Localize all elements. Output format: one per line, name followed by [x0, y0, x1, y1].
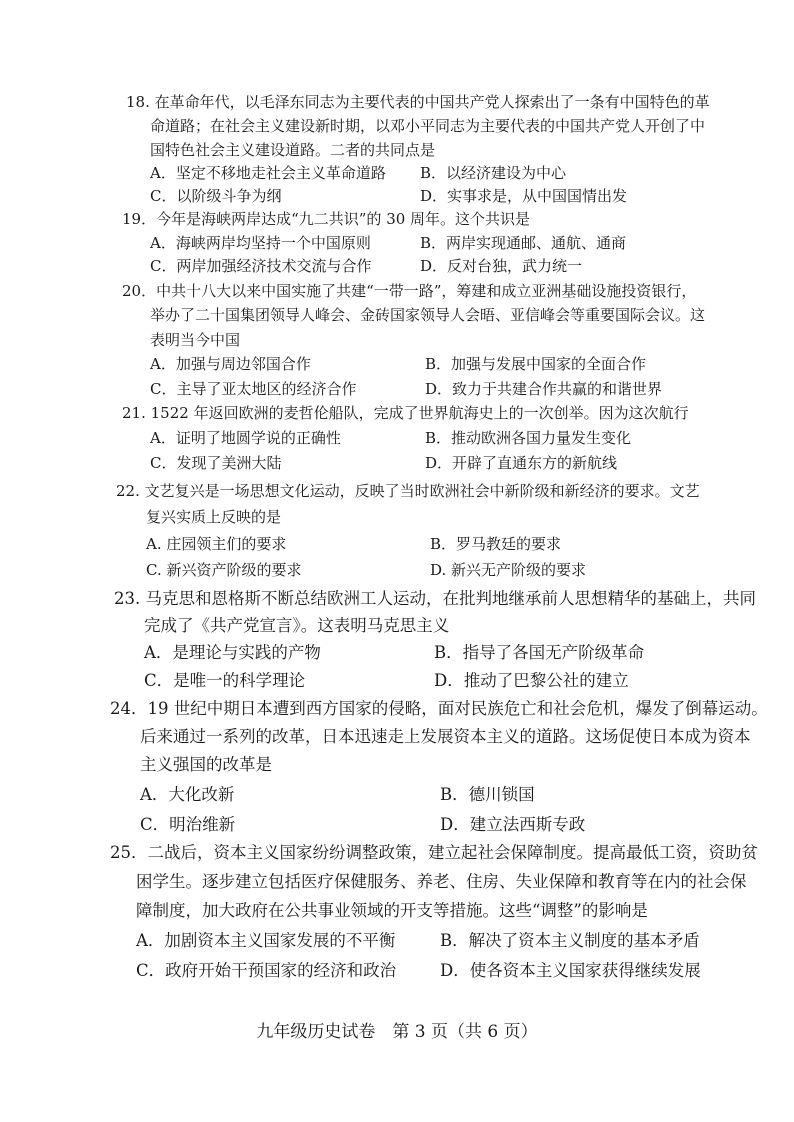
question-21-option-d: D．开辟了直通东方的新航线 [425, 454, 618, 472]
question-21-option-c: C．发现了美洲大陆 [150, 454, 282, 472]
question-23-option-c: C．是唯一的科学理论 [144, 671, 306, 690]
question-22-option-b: B．罗马教廷的要求 [430, 535, 562, 553]
question-23-stem-line-1: 23. 马克思和恩格斯不断总结欧洲工人运动，在批判地继承前人思想精华的基础上，共同 [114, 589, 756, 608]
question-24-stem-line-2: 后来通过一系列的改革，日本迅速走上发展资本主义的道路。这场促使日本成为资本 [140, 727, 751, 746]
question-18-option-b: B．以经济建设为中心 [420, 164, 567, 182]
question-25-stem-line-2: 困学生。逐步建立包括医疗保健服务、养老、住房、失业保障和教育等在内的社会保 [136, 872, 747, 891]
question-21-option-b: B．推动欧洲各国力量发生变化 [425, 429, 632, 447]
question-22-option-c: C. 新兴资产阶级的要求 [146, 561, 302, 579]
question-23-option-b: B．指导了各国无产阶级革命 [434, 643, 645, 662]
question-20-option-d: D．致力于共建合作共赢的和谐世界 [425, 380, 663, 398]
question-25-stem-line-1: 25．二战后，资本主义国家纷纷调整政策，建立起社会保障制度。提高最低工资，资助贫 [110, 843, 758, 862]
question-18-option-a: A．坚定不移地走社会主义革命道路 [150, 164, 386, 182]
page-footer: 九年级历史试卷 第 3 页（共 6 页） [256, 1022, 538, 1042]
question-25-option-a: A．加剧资本主义国家发展的不平衡 [136, 931, 396, 950]
question-24-option-d: D．建立法西斯专政 [440, 815, 586, 834]
question-21-stem-line-1: 21. 1522 年返回欧洲的麦哲伦船队，完成了世界航海史上的一次创举。因为这次航行 [122, 404, 689, 422]
question-19-option-d: D．反对台独，武力统一 [420, 257, 583, 275]
question-22-stem-line-1: 22. 文艺复兴是一场思想文化运动，反映了当时欧洲社会中新阶级和新经济的要求。文艺 [116, 482, 700, 500]
question-20-stem-line-1: 20．中共十八大以来中国实施了共建“一带一路”，筹建和成立亚洲基础设施投资银行， [122, 282, 697, 300]
question-18-stem-line-1: 18. 在革命年代，以毛泽东同志为主要代表的中国共产党人探索出了一条有中国特色的革 [126, 93, 710, 111]
question-19-option-b: B．两岸实现通邮、通航、通商 [420, 234, 627, 252]
question-19-option-a: A．海峡两岸均坚持一个中国原则 [150, 234, 371, 252]
question-22-option-d: D. 新兴无产阶级的要求 [430, 561, 587, 579]
question-21-option-a: A．证明了地圆学说的正确性 [150, 429, 341, 447]
question-25-option-b: B．解决了资本主义制度的基本矛盾 [440, 931, 700, 950]
question-22-option-a: A. 庄园领主们的要求 [146, 535, 287, 553]
question-23-option-d: D．推动了巴黎公社的建立 [434, 671, 629, 690]
question-20-option-a: A．加强与周边邻国合作 [150, 355, 311, 373]
question-23-stem-line-2: 完成了《共产党宣言》。这表明马克思主义 [144, 616, 450, 635]
question-24-stem-line-1: 24．19 世纪中期日本遭到西方国家的侵略，面对民族危亡和社会危机，爆发了倒幕运动。 [110, 699, 768, 718]
question-20-stem-line-3: 表明当今中国 [150, 331, 241, 349]
question-24-option-b: B．德川锁国 [440, 785, 535, 804]
question-19-option-c: C．两岸加强经济技术交流与合作 [150, 257, 372, 275]
question-18-stem-line-3: 国特色社会主义建设道路。二者的共同点是 [150, 141, 436, 159]
question-19-stem-line-1: 19．今年是海峡两岸达成“九二共识”的 30 周年。这个共识是 [122, 210, 531, 228]
question-18-option-d: D．实事求是，从中国国情出发 [420, 187, 628, 205]
question-18-option-c: C．以阶级斗争为纲 [150, 187, 282, 205]
question-22-stem-line-2: 复兴实质上反映的是 [146, 508, 282, 526]
question-18-stem-line-2: 命道路；在社会主义建设新时期，以邓小平同志为主要代表的中国共产党人开创了中 [150, 117, 706, 135]
question-24-option-a: A．大化改新 [140, 785, 235, 804]
question-23-option-a: A．是理论与实践的产物 [144, 643, 321, 662]
question-25-option-c: C．政府开始干预国家的经济和政治 [136, 961, 397, 980]
question-25-stem-line-3: 障制度，加大政府在公共事业领域的开支等措施。这些“调整”的影响是 [136, 901, 648, 920]
question-20-option-b: B．加强与发展中国家的全面合作 [425, 355, 647, 373]
question-24-option-c: C．明治维新 [140, 815, 236, 834]
question-20-stem-line-2: 举办了二十国集团领导人峰会、金砖国家领导人会晤、亚信峰会等重要国际会议。这 [150, 306, 706, 324]
question-25-option-d: D．使各资本主义国家获得继续发展 [440, 961, 701, 980]
question-24-stem-line-3: 主义强国的改革是 [140, 755, 272, 774]
question-20-option-c: C．主导了亚太地区的经济合作 [150, 380, 357, 398]
